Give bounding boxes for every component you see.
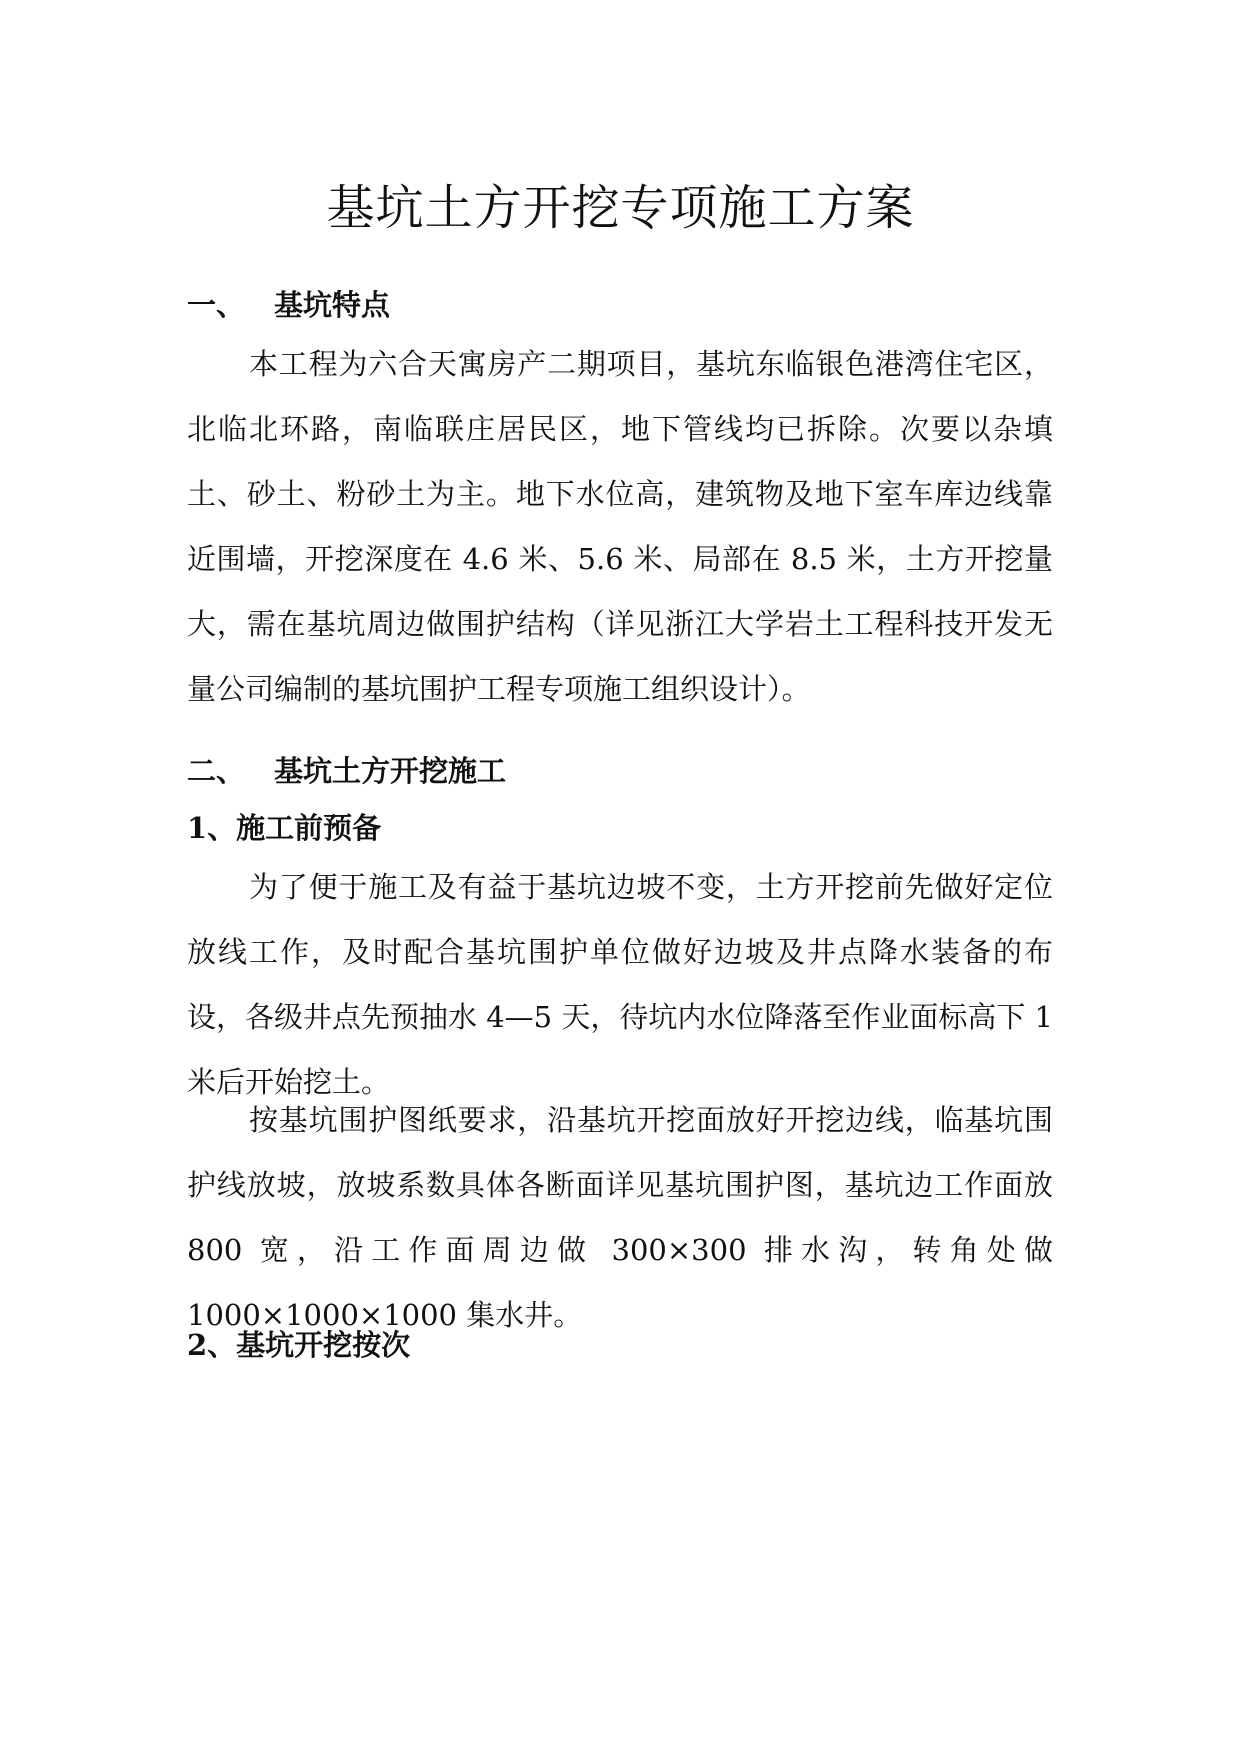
subsection-1-heading: 1、施工前预备 [187,811,382,845]
section-1-heading [187,285,390,325]
section-2-number: 二、 [187,754,246,788]
section-1-title: 基坑特点 [274,288,391,322]
section-2-title: 基坑土方开挖施工 [274,754,507,788]
section-1-paragraph: 本工程为六合天寓房产二期项目，基坑东临银色港湾住宅区，北临北环路，南临联庄居民区，地下管线均已拆除。次要以杂填土、砂土、粉砂土为主。地下水位高，建筑物及地下室车库边线靠近围墙，开挖深度在 4.6 米、5.6 米、局部在 8.5 米，土方开挖量大，需在基坑周边做围护结构（详见浙江大学岩土工程科技开发无量公司编制的基坑围护工程专项施工组织设计）。 [187,347,1053,706]
subsection-1-paragraph-2: 按基坑围护图纸要求，沿基坑开挖面放好开挖边线，临基坑围护线放坡，放坡系数具体各断面详见基坑围护图，基坑边工作面放 800 宽，沿工作面周边做 300×300 排水沟，转角处做 1000×1000×1000 集水井。 [187,1103,1053,1332]
subsection-2-heading: 2、基坑开挖按次 [187,1328,411,1362]
subsection-1-paragraph-1: 为了便于施工及有益于基坑边坡不变，土方开挖前先做好定位放线工作，及时配合基坑围护单位做好边坡及井点降水装备的布设，各级井点先预抽水 4—5 天，待坑内水位降落至作业面标高下 1 米后开始挖土。 [187,870,1054,1099]
document-title: 基坑土方开挖专项施工方案 [326,180,915,236]
section-2-heading [187,751,506,791]
section-1-number: 一、 [187,288,246,322]
